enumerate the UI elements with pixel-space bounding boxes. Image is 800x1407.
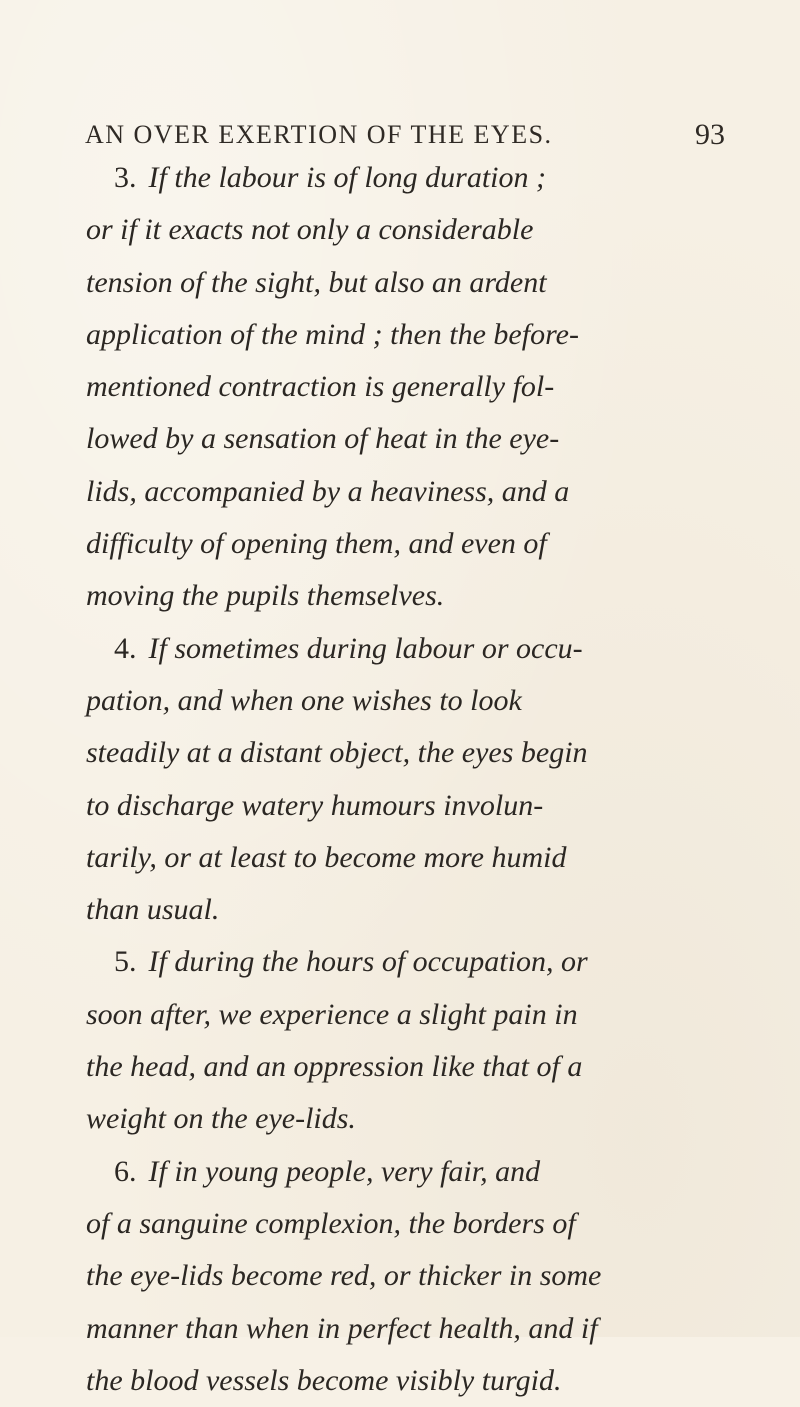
text-line: 6. If in young people, very fair, and: [114, 1154, 541, 1188]
text-line: mentioned contraction is generally fol-: [86, 370, 555, 404]
text-line: lids, accompanied by a heaviness, and a: [86, 474, 570, 508]
paragraph-number: 3.: [114, 161, 137, 194]
body-text: [86, 152, 726, 1407]
page-number: 93: [695, 118, 725, 151]
text-line: moving the pupils themselves.: [86, 579, 445, 613]
text-line: weight on the eye-lids.: [86, 1102, 356, 1136]
text-line: than usual.: [86, 893, 220, 927]
text-line: the blood vessels become visibly turgid.: [86, 1363, 562, 1397]
text-line: or if it exacts not only a considerable: [86, 213, 534, 247]
paragraph-number: 5.: [114, 945, 137, 979]
text-line: tarily, or at least to become more humid: [86, 840, 567, 874]
text-line: manner than when in perfect health, and if: [86, 1311, 598, 1345]
text-line: the head, and an oppression like that of a: [86, 1050, 583, 1084]
paragraph-number: 6.: [114, 1154, 137, 1188]
text-line: the eye-lids become red, or thicker in some: [86, 1259, 602, 1293]
text-line: of a sanguine complexion, the borders of: [86, 1206, 576, 1240]
text-line: tension of the sight, but also an ardent: [86, 265, 547, 299]
text-line: soon after, we experience a slight pain in: [86, 997, 578, 1031]
text-line: difficulty of opening them, and even of: [86, 527, 547, 561]
text-line: lowed by a sensation of heat in the eye-: [86, 422, 560, 456]
text-line: to discharge watery humours involun-: [86, 788, 544, 822]
text-line: 5. If during the hours of occupation, or: [114, 945, 588, 979]
text-line: pation, and when one wishes to look: [86, 683, 522, 717]
text-line: 3. If the labour is of long duration ;: [114, 161, 546, 194]
text-line: steadily at a distant object, the eyes begin: [86, 736, 588, 770]
running-head-title: AN OVER EXERTION OF THE EYES.: [85, 120, 553, 149]
text-line: 4. If sometimes during labour or occu-: [114, 631, 583, 665]
paragraph-number: 4.: [114, 631, 137, 665]
text-line: application of the mind ; then the before-: [86, 317, 579, 351]
